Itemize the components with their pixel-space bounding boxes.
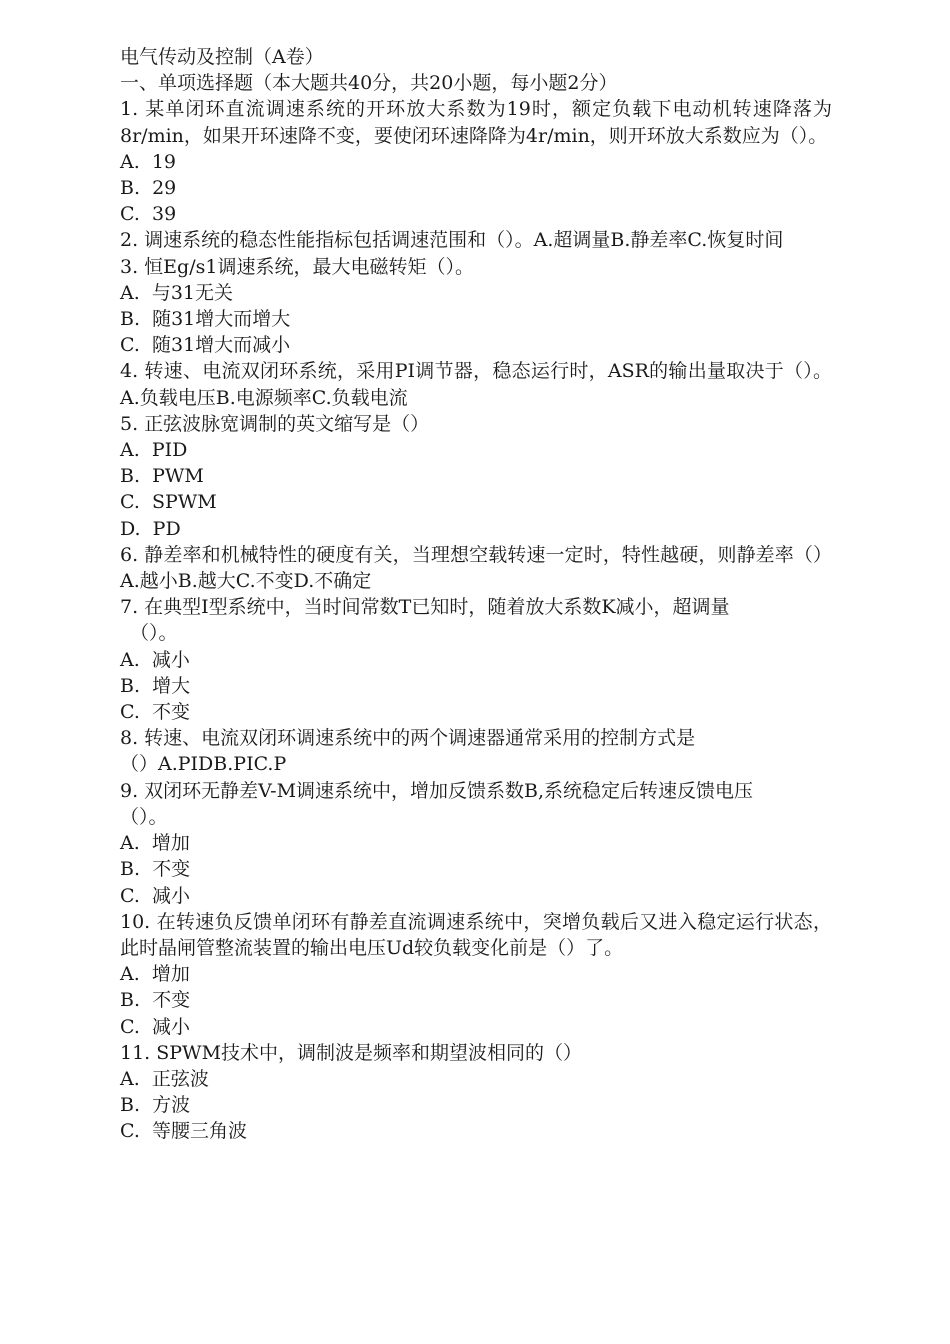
document-body (120, 44, 832, 1145)
option-b: B. 增大 (120, 674, 191, 697)
question-5 (120, 411, 832, 542)
question-text: 8. 转速、电流双闭环调速系统中的两个调速器通常采用的控制方式是 (120, 727, 696, 750)
option-c: C. 等腰三角波 (120, 1120, 247, 1143)
option-b: B. 方波 (120, 1094, 191, 1117)
option-b: B. 不变 (120, 858, 191, 881)
question-8 (120, 725, 832, 777)
option-a: A. 增加 (120, 832, 190, 855)
question-7 (120, 594, 832, 725)
question-text: 3. 恒Eg/s1调速系统，最大电磁转矩（）。 (120, 255, 474, 278)
option-a: A. 与31无关 (120, 281, 234, 304)
option-c: C. SPWM (120, 491, 217, 514)
option-c: C. 减小 (120, 884, 190, 907)
option-c: C. 随31增大而减小 (120, 334, 291, 357)
question-text-continued: （）。 (120, 805, 168, 828)
question-3 (120, 254, 832, 359)
option-a: A. 19 (120, 150, 177, 173)
option-a: A. 减小 (120, 648, 190, 671)
option-b: B. PWM (120, 465, 204, 488)
question-4 (120, 358, 832, 410)
question-text-continued: （）A.PIDB.PIC.P (120, 753, 287, 776)
question-text: 6. 静差率和机械特性的硬度有关，当理想空载转速一定时，特性越硬，则静差率（）A.越小B.越大C.不变D.不确定 (120, 543, 832, 593)
question-text: 5. 正弦波脉宽调制的英文缩写是（） (120, 412, 430, 435)
section-heading: 一、单项选择题（本大题共40分，共20小题，每小题2分） (120, 72, 618, 95)
option-a: A. 增加 (120, 963, 190, 986)
option-c: C. 减小 (120, 1015, 190, 1038)
question-2 (120, 227, 832, 253)
question-text: 1. 某单闭环直流调速系统的开环放大系数为19时，额定负载下电动机转速降落为8r/min，如果开环速降不变，要使闭环速降降为4r/min，则开环放大系数应为（）。 (120, 98, 832, 147)
option-a: A. 正弦波 (120, 1067, 209, 1090)
option-b: B. 随31增大而增大 (120, 308, 291, 331)
question-text: 11. SPWM技术中，调制波是频率和期望波相同的（） (120, 1041, 583, 1064)
question-text: 9. 双闭环无静差V-M调速系统中，增加反馈系数B,系统稳定后转速反馈电压 (120, 779, 754, 802)
question-6 (120, 542, 832, 594)
question-11 (120, 1040, 832, 1145)
option-d: D. PD (120, 517, 181, 540)
option-b: B. 不变 (120, 989, 191, 1012)
question-text: 2. 调速系统的稳态性能指标包括调速范围和（）。A.超调量B.静差率C.恢复时间 (120, 229, 784, 252)
document-title: 电气传动及控制（A卷） (120, 46, 324, 68)
option-b: B. 29 (120, 177, 177, 200)
question-text: 10. 在转速负反馈单闭环有静差直流调速系统中，突增负载后又进入稳定运行状态，此时晶闸管整流装置的输出电压Ud较负载变化前是（）了。 (120, 910, 832, 959)
question-text-continued: （）。 (130, 622, 178, 645)
option-c: C. 39 (120, 203, 177, 226)
question-9 (120, 778, 832, 909)
option-c: C. 不变 (120, 701, 190, 724)
question-1 (120, 96, 832, 227)
question-text: 4. 转速、电流双闭环系统，采用PI调节器，稳态运行时，ASR的输出量取决于（）。A.负载电压B.电源频率C.负载电流 (120, 360, 832, 409)
question-10 (120, 909, 832, 1040)
question-text: 7. 在典型I型系统中，当时间常数T已知时，随着放大系数K减小，超调量 (120, 596, 730, 619)
option-a: A. PID (120, 439, 188, 462)
